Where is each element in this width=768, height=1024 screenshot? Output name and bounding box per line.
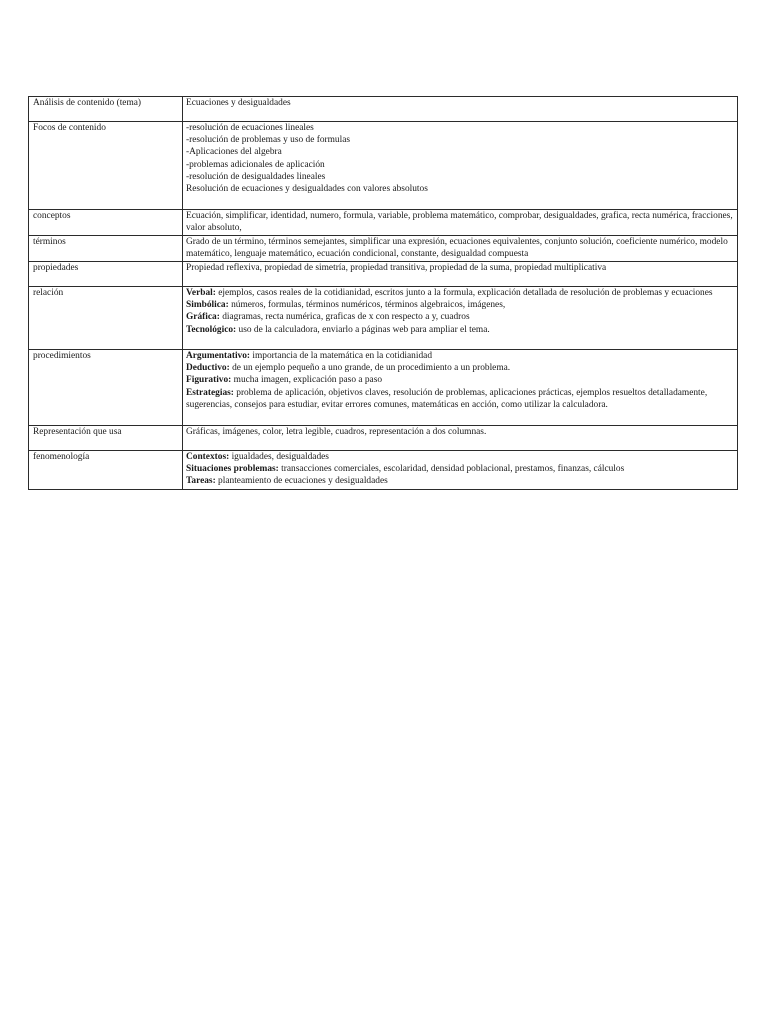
row-label: propiedades (29, 262, 183, 287)
table-row-fenomenologia (29, 451, 738, 490)
row-content (183, 97, 738, 122)
content-line: -problemas adicionales de aplicación (186, 159, 325, 170)
table-row-focos (29, 122, 738, 210)
table-row-tema (29, 97, 738, 122)
content-line: Estrategias: problema de aplicación, objetivos claves, resolución de problemas, aplicaciones prácticas, ejemplos resueltos detalladamente, sugerencias, consejos para estudiar, evitar errores comunes, matemáticas en acción, como utilizar la calculadora. (186, 387, 708, 410)
content-line: -resolución de desigualdades lineales (186, 171, 326, 182)
row-label: términos (29, 236, 183, 262)
content-line: Resolución de ecuaciones y desigualdades con valores absolutos (186, 184, 428, 195)
row-label: Focos de contenido (29, 122, 183, 210)
content-line: Figurativo: mucha imagen, explicación paso a paso (186, 375, 383, 386)
row-content (183, 262, 738, 287)
content-line: Gráficas, imágenes, color, letra legible, cuadros, representación a dos columnas. (186, 427, 487, 437)
row-content (183, 451, 738, 490)
row-label: procedimientos (29, 350, 183, 426)
table-row-terminos (29, 236, 738, 262)
row-label: relación (29, 287, 183, 350)
content-line: Tareas: planteamiento de ecuaciones y desigualdades (186, 476, 388, 487)
content-line: Argumentativo: importancia de la matemática en la cotidianidad (186, 351, 433, 361)
content-line: Verbal: ejemplos, casos reales de la cotidianidad, escritos junto a la formula, explicación detallada de resolución de problemas y ecuaciones (186, 288, 713, 298)
content-line: Deductivo: de un ejemplo pequeño a uno grande, de un procedimiento a un problema. (186, 363, 511, 374)
table-row-procedimientos (29, 350, 738, 426)
row-content (183, 350, 738, 426)
content-line: Tecnológico: uso de la calculadora, enviarlo a páginas web para ampliar el tema. (186, 324, 490, 335)
table-row-conceptos (29, 210, 738, 236)
content-line: Simbólica: números, formulas, términos numéricos, términos algebraicos, imágenes, (186, 300, 506, 311)
row-content (183, 426, 738, 451)
row-label: conceptos (29, 210, 183, 236)
row-content (183, 122, 738, 210)
content-line: Ecuación, simplificar, identidad, numero, formula, variable, problema matemático, comprobar, desigualdades, grafica, recta numérica, fracciones, valor absoluto, (186, 211, 733, 234)
content-line: Propiedad reflexiva, propiedad de simetría, propiedad transitiva, propiedad de la suma, propiedad multiplicativa (186, 263, 607, 273)
content-line: Ecuaciones y desigualdades (186, 98, 291, 108)
row-label: Análisis de contenido (tema) (29, 97, 183, 122)
row-label: Representación que usa (29, 426, 183, 451)
content-line: -resolución de problemas y uso de formulas (186, 135, 351, 146)
content-line: -resolución de ecuaciones lineales (186, 123, 314, 133)
content-line: Grado de un término, términos semejantes, simplificar una expresión, ecuaciones equivalentes, conjunto solución, coeficiente numérico, modelo matemático, lenguaje matemático, ecuación condicional, constante, desigualdad compuesta (186, 237, 728, 260)
table-row-propiedades (29, 262, 738, 287)
content-line: Contextos: igualdades, desigualdades (186, 452, 329, 462)
table-row-relacion (29, 287, 738, 350)
content-line: Gráfica: diagramas, recta numérica, graficas de x con respecto a y, cuadros (186, 312, 470, 323)
row-content (183, 287, 738, 350)
content-analysis-table (28, 96, 738, 490)
row-content (183, 210, 738, 236)
table-row-representacion (29, 426, 738, 451)
content-line: -Aplicaciones del algebra (186, 147, 282, 158)
row-content (183, 236, 738, 262)
content-line: Situaciones problemas: transacciones comerciales, escolaridad, densidad poblacional, prestamos, finanzas, cálculos (186, 464, 625, 475)
row-label: fenomenología (29, 451, 183, 490)
